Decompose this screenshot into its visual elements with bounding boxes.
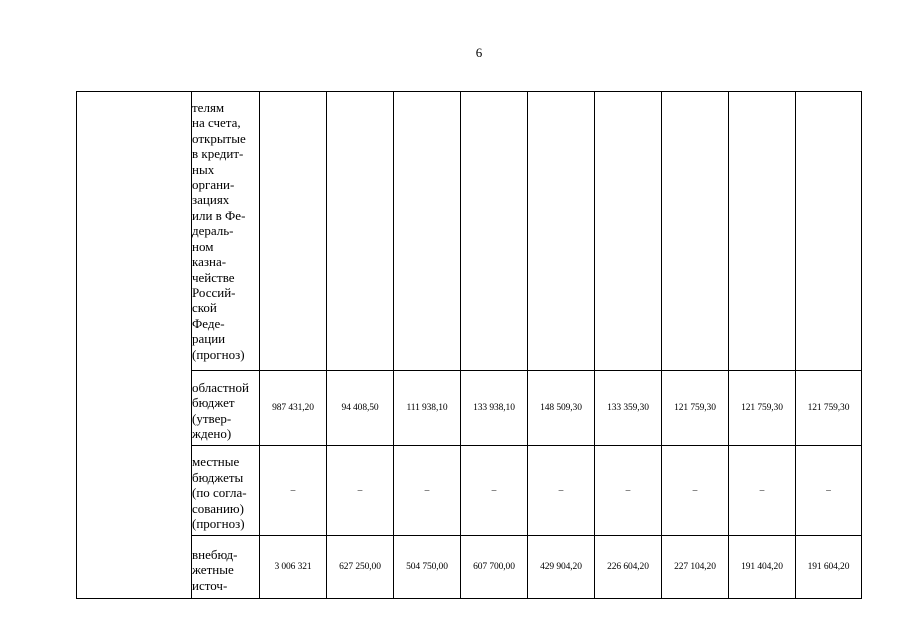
value-cell: – (461, 446, 528, 536)
value-cell (327, 92, 394, 371)
value-cell: 607 700,00 (461, 536, 528, 599)
value-cell: 191 404,20 (729, 536, 796, 599)
row-label: местные бюджеты (по согла- сованию) (прогноз) (192, 446, 260, 536)
value-cell: 429 904,20 (528, 536, 595, 599)
value-cell: 504 750,00 (394, 536, 461, 599)
row-label: внебюд- жетные источ- (192, 536, 260, 599)
value-cell: 148 509,30 (528, 371, 595, 446)
value-cell: – (595, 446, 662, 536)
value-cell (260, 92, 327, 371)
value-cell: 191 604,20 (796, 536, 862, 599)
table-row (77, 92, 862, 371)
page-number: 6 (475, 45, 483, 60)
value-cell: 111 938,10 (394, 371, 461, 446)
value-cell: 226 604,20 (595, 536, 662, 599)
row-label: телям на счета, открытые в кредит- ных органи- зациях или в Фе- дераль- ном казна- чействе Россий- ской Феде- рации (прогноз) (192, 92, 260, 371)
value-cell (796, 92, 862, 371)
value-cell (461, 92, 528, 371)
program-cell (77, 92, 192, 599)
value-cell: – (528, 446, 595, 536)
value-cell: 121 759,30 (729, 371, 796, 446)
value-cell: – (260, 446, 327, 536)
row-label: областной бюджет (утвер- ждено) (192, 371, 260, 446)
value-cell: 987 431,20 (260, 371, 327, 446)
value-cell: 133 938,10 (461, 371, 528, 446)
value-cell: – (327, 446, 394, 536)
table-row (77, 446, 862, 536)
value-cell: 627 250,00 (327, 536, 394, 599)
value-cell: – (796, 446, 862, 536)
value-cell (528, 92, 595, 371)
value-cell: – (662, 446, 729, 536)
value-cell: 121 759,30 (796, 371, 862, 446)
value-cell (662, 92, 729, 371)
table-row (77, 371, 862, 446)
value-cell: – (729, 446, 796, 536)
value-cell (729, 92, 796, 371)
value-cell: 3 006 321 (260, 536, 327, 599)
value-cell (394, 92, 461, 371)
value-cell: 94 408,50 (327, 371, 394, 446)
value-cell (595, 92, 662, 371)
value-cell: – (394, 446, 461, 536)
value-cell: 133 359,30 (595, 371, 662, 446)
table-row (77, 536, 862, 599)
value-cell: 227 104,20 (662, 536, 729, 599)
budget-table (76, 91, 862, 599)
value-cell: 121 759,30 (662, 371, 729, 446)
